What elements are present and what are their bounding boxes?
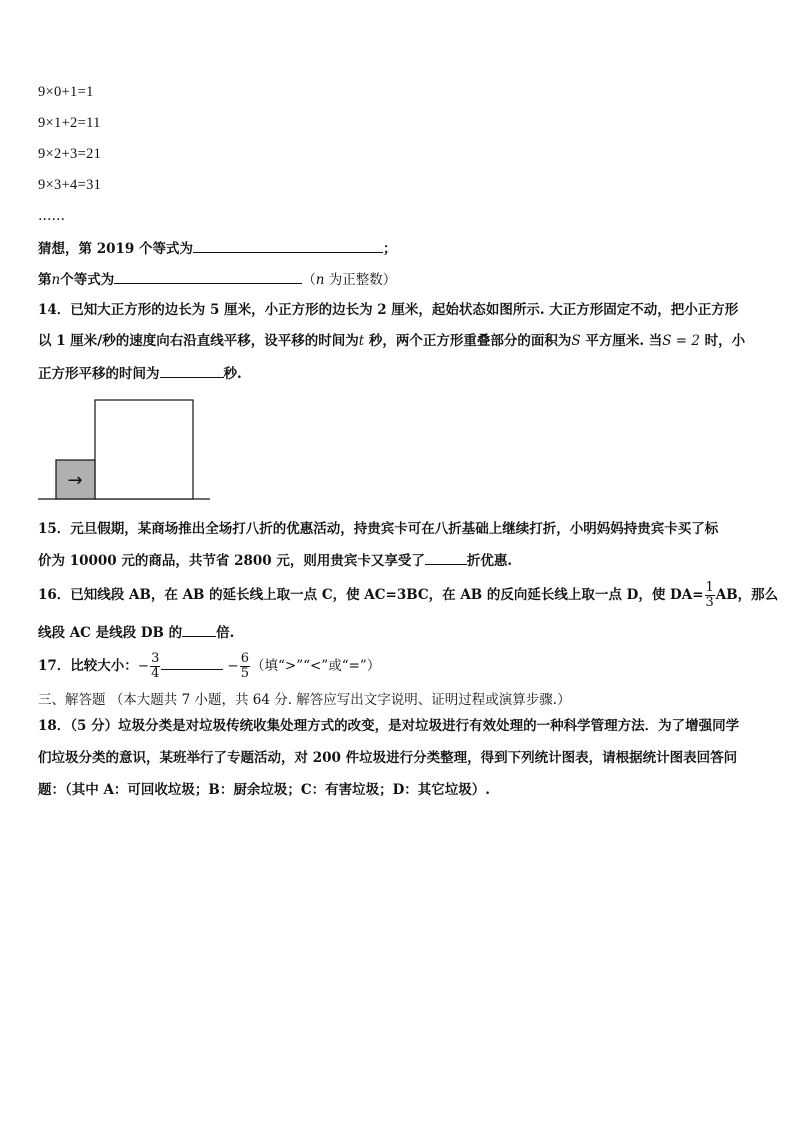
q14-line2 <box>38 331 745 351</box>
q14-line3-a: 正方形平移的时间为 <box>38 366 160 382</box>
q16-answer-blank[interactable] <box>182 622 216 637</box>
q13-nth-blank[interactable] <box>114 269 302 284</box>
arrow-icon: → <box>67 470 83 491</box>
q17-prefix: 17．比较大小： <box>38 658 138 674</box>
equation-2: 9×1+2=11 <box>38 115 101 131</box>
q14-line2-b: 秒，两个正方形重叠部分的面积为 <box>364 333 572 349</box>
q13-guess-prefix: 猜想，第 2019 个等式为 <box>38 241 193 257</box>
ellipsis: …… <box>38 208 65 224</box>
q13-guess-line <box>38 238 396 259</box>
equation-1: 9×0+1=1 <box>38 84 94 100</box>
q14-var-t: t <box>358 333 365 349</box>
q13-guess-blank[interactable] <box>193 238 383 253</box>
q13-note-open: （ <box>302 272 316 288</box>
q17-suffix: （填“>”“<”或“=”） <box>250 658 381 674</box>
q14-line1: 14．已知大正方形的边长为 5 厘米，小正方形的边长为 2 厘米，起始状态如图所示. 大正方形固定不动，把小正方形 <box>38 302 739 318</box>
q16-line2-b: 倍. <box>216 625 235 641</box>
large-square <box>95 400 193 499</box>
q18-line2: 们垃圾分类的意识，某班举行了专题活动，对 200 件垃圾进行分类整理，得到下列统计图表，请根据统计图表回答问 <box>38 750 738 766</box>
q16-line2 <box>38 622 234 643</box>
q17-fraction-2 <box>240 652 250 681</box>
q13-note-rest: 为正整数） <box>324 272 397 288</box>
q16-line1-b: AB，那么 <box>715 587 779 603</box>
equation-4: 9×3+4=31 <box>38 177 102 193</box>
q15-answer-blank[interactable] <box>425 550 467 565</box>
q14-line3 <box>38 363 242 384</box>
q15-line1: 15．元旦假期，某商场推出全场打八折的优惠活动，持贵宾卡可在八折基础上继续打折，小明妈妈持贵宾卡买了标 <box>38 521 719 537</box>
q17-line <box>38 650 380 682</box>
q14-line3-b: 秒. <box>223 366 242 382</box>
q15-line2-b: 折优惠. <box>466 553 513 569</box>
q13-nth-mid: 个等式为 <box>60 272 115 288</box>
section-3-heading: 三、解答题 （本大题共 7 小题，共 64 分. 解答应写出文字说明、证明过程或演算步骤.） <box>38 692 571 708</box>
q14-condition: S = 2 <box>662 333 700 349</box>
q14-line2-d: 时，小 <box>699 333 746 349</box>
q13-note-var: n <box>315 272 325 288</box>
q13-nth-var: n <box>51 272 61 288</box>
q16-line1-a: 16．已知线段 AB，在 AB 的延长线上取一点 C，使 AC=3BC，在 AB 的反向延长线上取一点 D，使 DA= <box>38 587 704 603</box>
q17-answer-blank[interactable] <box>161 655 223 670</box>
q13-nth-prefix: 第 <box>38 272 52 288</box>
q16-frac-den: 3 <box>705 595 714 610</box>
q15-line2 <box>38 550 512 571</box>
q18-line3: 题：（其中 A：可回收垃圾；B：厨余垃圾；C：有害垃圾；D：其它垃圾）. <box>38 782 490 798</box>
q13-guess-suffix: ； <box>382 241 397 257</box>
q15-line2-a: 价为 10000 元的商品，共节省 2800 元，则用贵宾卡又享受了 <box>38 553 425 569</box>
q17-minus-2: − <box>227 658 239 674</box>
q16-fraction <box>705 581 715 610</box>
equation-3: 9×2+3=21 <box>38 146 102 162</box>
q14-line2-a: 以 1 厘米/秒的速度向右沿直线平移，设平移的时间为 <box>38 333 359 349</box>
q17-fraction-1 <box>150 652 160 681</box>
q16-frac-num: 1 <box>705 580 714 595</box>
q17-minus-1: − <box>137 658 150 674</box>
q16-line2-a: 线段 AC 是线段 DB 的 <box>38 625 183 641</box>
q17-f2-den: 5 <box>240 666 249 681</box>
q14-var-s: S <box>571 333 581 349</box>
q16-line1 <box>38 580 778 610</box>
q13-nth-line <box>38 269 396 290</box>
q17-f1-den: 4 <box>151 666 160 681</box>
q14-squares-figure <box>38 398 210 502</box>
q17-f2-num: 6 <box>240 651 249 666</box>
q14-line2-c: 平方厘米. 当 <box>580 333 663 349</box>
q14-answer-blank[interactable] <box>160 363 224 378</box>
q17-f1-num: 3 <box>151 651 160 666</box>
q18-line1: 18．（5 分）垃圾分类是对垃圾传统收集处理方式的改变，是对垃圾进行有效处理的一种科学管理方法．为了增强同学 <box>38 718 740 734</box>
